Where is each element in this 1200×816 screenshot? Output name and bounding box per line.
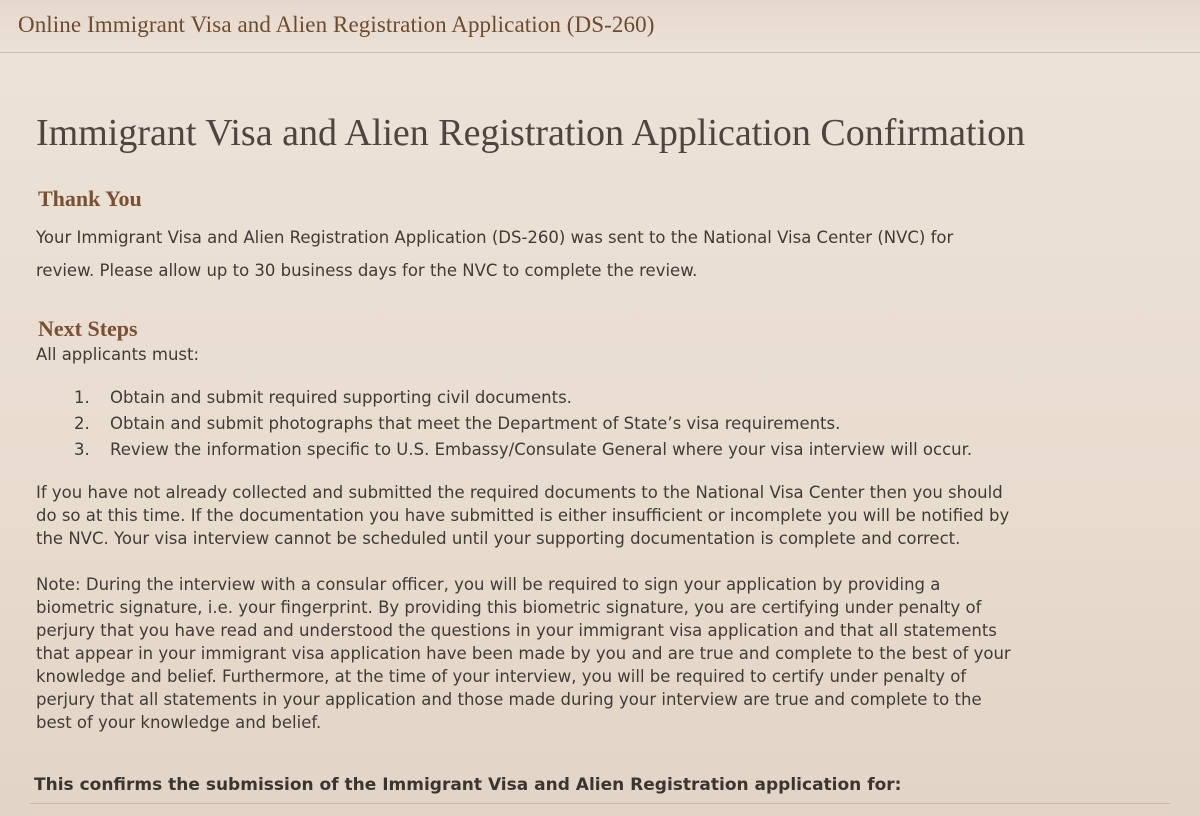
confirmation-page	[0, 53, 1200, 816]
next-steps-list	[74, 388, 972, 466]
submission-confirmation-text: This confirms the submission of the Immigrant Visa and Alien Registration application for:	[34, 775, 902, 795]
note-paragraph	[36, 573, 1011, 734]
paragraph-line: perjury that you have read and understood the questions in your immigrant visa application and that all statements	[36, 621, 997, 640]
list-item-number: 2.	[74, 414, 90, 433]
list-item-number: 1.	[74, 388, 90, 407]
list-item-number: 3.	[74, 440, 90, 459]
next-steps-intro: All applicants must:	[36, 345, 200, 364]
thank-you-line-1: Your Immigrant Visa and Alien Registration Application (DS-260) was sent to the National Visa Center (NVC) for	[36, 228, 954, 247]
list-item-text: Obtain and submit required supporting civil documents.	[110, 388, 572, 407]
list-item-text: Obtain and submit photographs that meet the Department of State’s visa requirements.	[110, 414, 841, 433]
paragraph-line: that appear in your immigrant visa application have been made by you and are true and complete to the best of your	[36, 644, 1011, 663]
documents-paragraph	[36, 481, 1009, 550]
page-title: Immigrant Visa and Alien Registration Application Confirmation	[36, 112, 1026, 154]
divider	[30, 803, 1170, 804]
paragraph-line: the NVC. Your visa interview cannot be scheduled until your supporting documentation is complete and correct.	[36, 529, 961, 548]
thank-you-title: Thank You	[38, 186, 142, 211]
paragraph-line: biometric signature, i.e. your fingerprint. By providing this biometric signature, you are certifying under penalty of	[36, 598, 982, 617]
list-item	[74, 388, 972, 414]
app-title: Online Immigrant Visa and Alien Registration Application (DS-260)	[18, 12, 655, 37]
thank-you-line-2: review. Please allow up to 30 business days for the NVC to complete the review.	[36, 261, 698, 280]
next-steps-title: Next Steps	[38, 316, 138, 341]
paragraph-line: do so at this time. If the documentation you have submitted is either insufficient or incomplete you will be notified by	[36, 506, 1010, 525]
paragraph-line: If you have not already collected and submitted the required documents to the National Visa Center then you should	[36, 483, 1003, 502]
paragraph-line: knowledge and belief. Furthermore, at the time of your interview, you will be required to certify under penalty of	[36, 667, 967, 686]
app-header	[0, 0, 1200, 53]
paragraph-line: Note: During the interview with a consular officer, you will be required to sign your application by providing a	[36, 575, 941, 594]
list-item-text: Review the information specific to U.S. Embassy/Consulate General where your visa interview will occur.	[110, 440, 973, 459]
paragraph-line: perjury that all statements in your application and those made during your interview are true and complete to the	[36, 690, 982, 709]
paragraph-line: best of your knowledge and belief.	[36, 713, 322, 732]
list-item	[74, 440, 972, 466]
list-item	[74, 414, 972, 440]
